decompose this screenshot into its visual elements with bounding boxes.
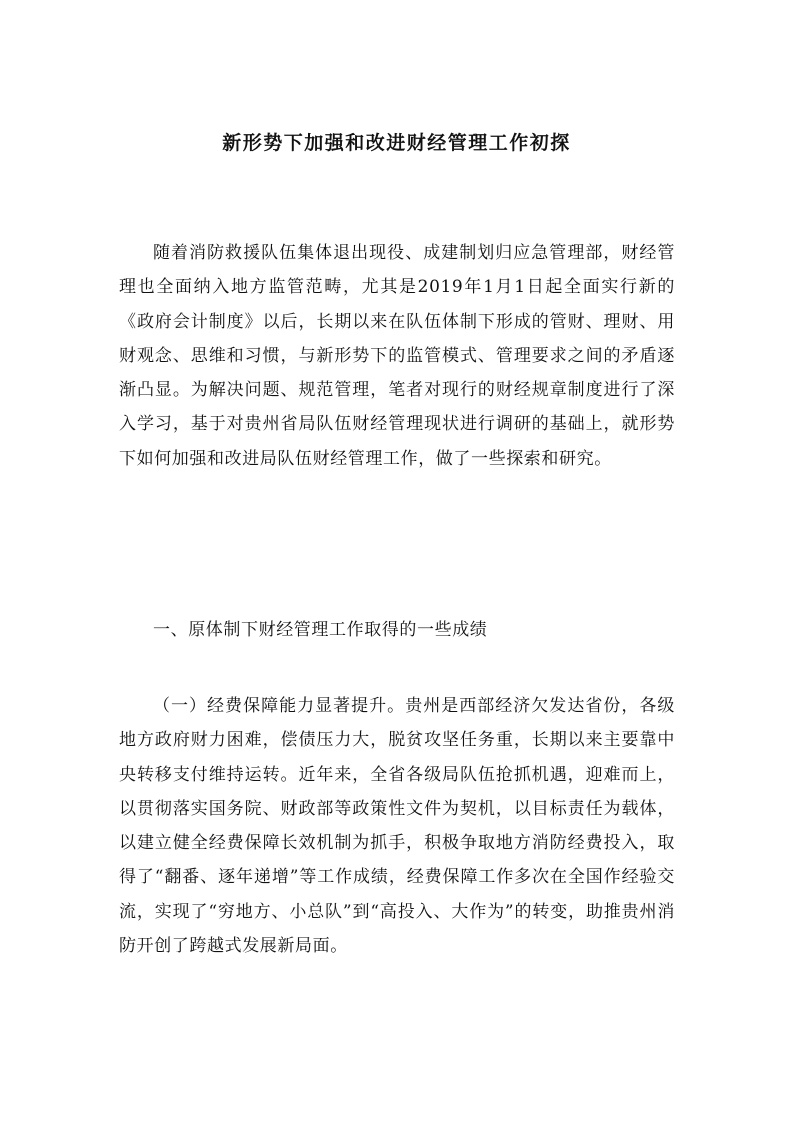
document-title: 新形势下加强和改进财经管理工作初探: [222, 132, 571, 154]
section-paragraph: （一）经费保障能力显著提升。贵州是西部经济欠发达省份，各级地方政府财力困难，偿债压力大，脱贫攻坚任务重，长期以来主要靠中央转移支付维持运转。近年来，全省各级局队伍抢抓机遇，迎难而上，以贯彻落实国务院、财政部等政策性文件为契机，以目标责任为载体，以建立健全经费保障长效机制为抓手，积极争取地方消防经费投入，取得了“翻番、逐年递增”等工作成绩，经费保障工作多次在全国作经验交流，实现了“穷地方、小总队”到“高投入、大作为”的转变，助推贵州消防开创了跨越式发展新局面。: [119, 696, 675, 957]
intro-paragraph: 随着消防救援队伍集体退出现役、成建制划归应急管理部，财经管理也全面纳入地方监管范畴，尤其是2019年1月1日起全面实行新的《政府会计制度》以后，长期以来在队伍体制下形成的管财、理财、用财观念、思维和习惯，与新形势下的监管模式、管理要求之间的矛盾逐渐凸显。为解决问题、规范管理，笔者对现行的财经规章制度进行了深入学习，基于对贵州省局队伍财经管理现状进行调研的基础上，就形势下如何加强和改进局队伍财经管理工作，做了一些探索和研究。: [119, 243, 675, 469]
section-heading: 一、原体制下财经管理工作取得的一些成绩: [153, 620, 488, 640]
